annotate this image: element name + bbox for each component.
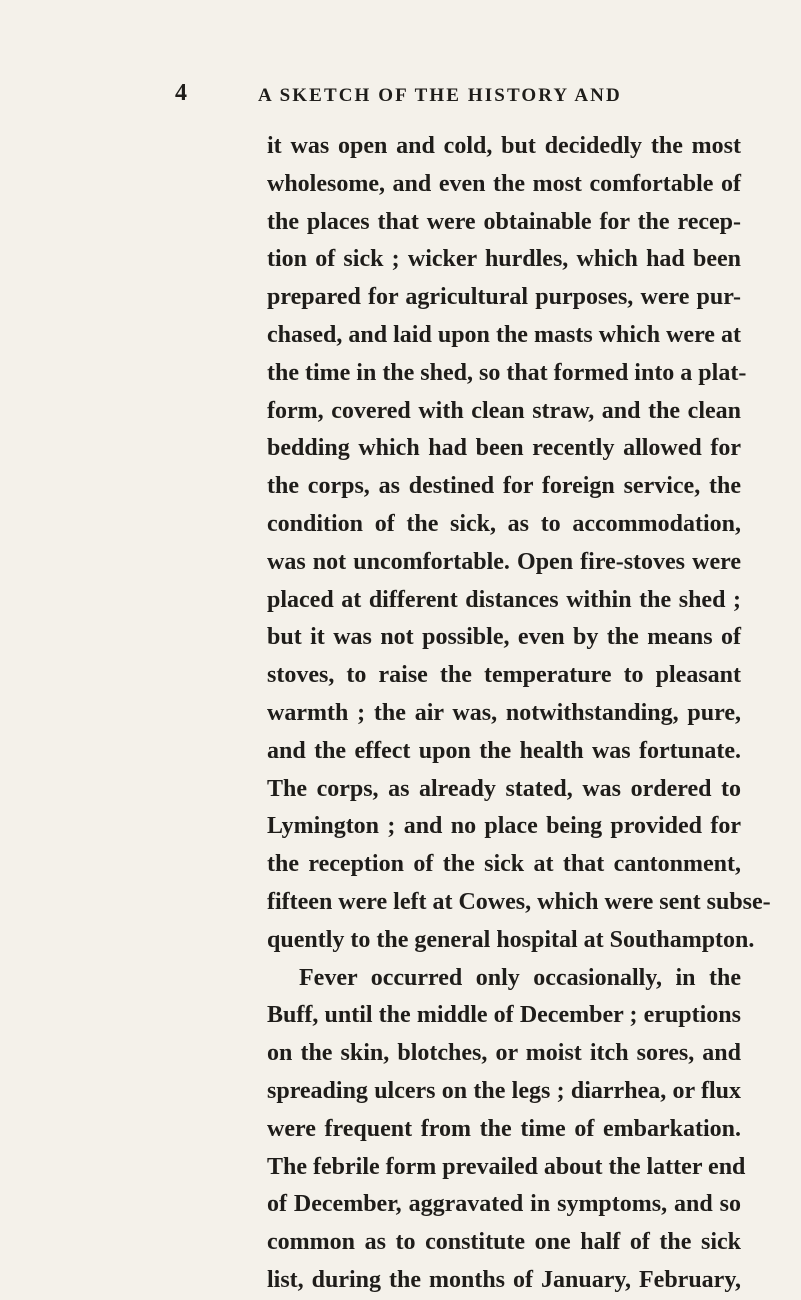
text-line: and the effect upon the health was fortunate.	[267, 737, 741, 764]
text-line: wholesome, and even the most comfortable of	[267, 170, 741, 197]
text-line: condition of the sick, as to accommodation,	[267, 510, 741, 537]
text-line: The febrile form prevailed about the latter end	[267, 1153, 746, 1180]
text-line: bedding which had been recently allowed for	[267, 435, 741, 462]
text-line: Buff, until the middle of December ; eruptions	[267, 1002, 741, 1029]
page-header	[0, 80, 801, 120]
text-line: were frequent from the time of embarkation.	[267, 1115, 741, 1142]
text-line: the time in the shed, so that formed into a plat-	[267, 359, 747, 386]
text-line: it was open and cold, but decidedly the most	[267, 133, 741, 159]
running-title: A SKETCH OF THE HISTORY AND	[258, 85, 622, 106]
text-line: warmth ; the air was, notwithstanding, pure,	[267, 699, 741, 726]
text-line: list, during the months of January, February,	[267, 1266, 741, 1293]
text-line: The corps, as already stated, was ordered to	[267, 775, 741, 802]
text-line: tion of sick ; wicker hurdles, which had been	[267, 246, 741, 273]
text-line: stoves, to raise the temperature to pleasant	[267, 662, 741, 689]
text-line: but it was not possible, even by the means of	[267, 624, 741, 651]
text-line: of December, aggravated in symptoms, and so	[267, 1191, 741, 1218]
text-line: Fever occurred only occasionally, in the	[299, 964, 741, 991]
body-text	[267, 128, 771, 1300]
text-line: quently to the general hospital at Southampton.	[267, 926, 755, 953]
text-line: the corps, as destined for foreign service, the	[267, 473, 741, 500]
text-line: prepared for agricultural purposes, were pur-	[267, 284, 741, 311]
text-line: the places that were obtainable for the recep-	[267, 208, 741, 235]
text-line: on the skin, blotches, or moist itch sores, and	[267, 1040, 741, 1067]
text-line: chased, and laid upon the masts which were at	[267, 321, 741, 348]
text-line: the reception of the sick at that cantonment,	[267, 851, 741, 878]
page-number: 4	[175, 80, 187, 106]
text-line: was not uncomfortable. Open fire-stoves were	[267, 548, 741, 575]
text-line: fifteen were left at Cowes, which were sent subse-	[267, 888, 771, 915]
text-line: Lymington ; and no place being provided for	[267, 813, 741, 840]
text-line: form, covered with clean straw, and the clean	[267, 397, 741, 424]
text-line: common as to constitute one half of the sick	[267, 1229, 741, 1256]
text-line: spreading ulcers on the legs ; diarrhea, or flux	[267, 1077, 741, 1104]
text-line: placed at different distances within the shed ;	[267, 586, 741, 613]
